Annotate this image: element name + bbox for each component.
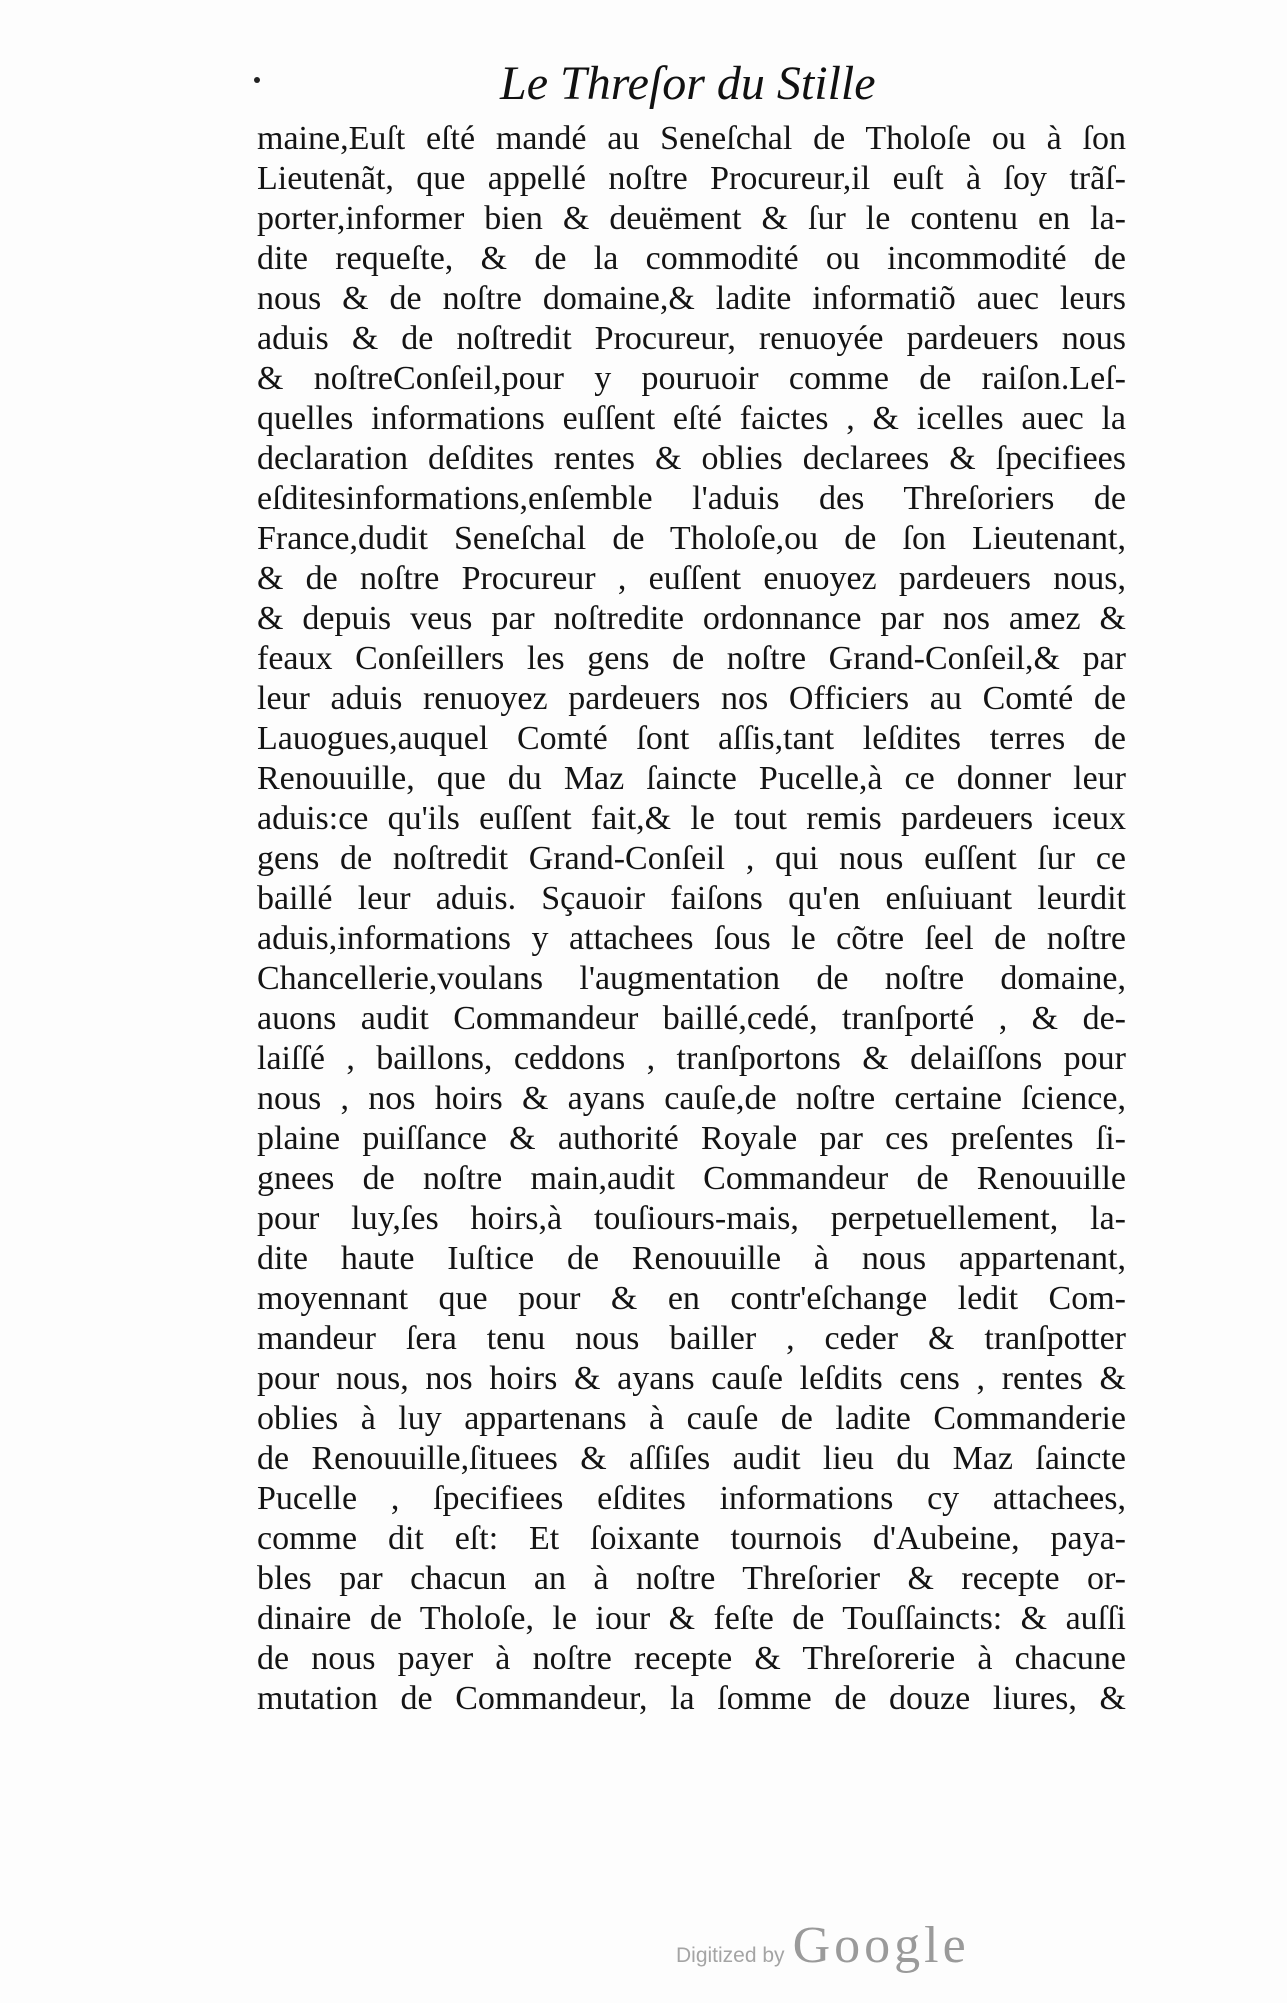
text-line: Renouuille, que du Maz ſaincte Pucelle,à ce donner leur <box>257 760 1126 797</box>
text-line: comme dit eſt: Et ſoixante tournois d'Aubeine, paya- <box>257 1520 1126 1557</box>
stray-ink-mark <box>254 77 260 83</box>
text-line: Chancellerie,voulans l'augmentation de noſtre domaine, <box>257 960 1126 997</box>
digitized-by-google-watermark <box>676 1916 970 1975</box>
text-line: aduis,informations y attachees ſous le cõtre ſeel de noſtre <box>257 920 1126 957</box>
text-line: porter,informer bien & deuëment & ſur le contenu en la- <box>257 200 1126 237</box>
text-line: & noſtreConſeil,pour y pouruoir comme de raiſon.Leſ- <box>257 360 1126 397</box>
text-line: laiſſé , baillons, ceddons , tranſportons & delaiſſons pour <box>257 1040 1126 1077</box>
text-line: feaux Conſeillers les gens de noſtre Grand-Conſeil,& par <box>257 640 1126 677</box>
text-line: & depuis veus par noſtredite ordonnance par nos amez & <box>257 600 1126 637</box>
text-line: baillé leur aduis. Sçauoir faiſons qu'en enſuiuant leurdit <box>257 880 1126 917</box>
text-line: quelles informations euſſent eſté faictes , & icelles auec la <box>257 400 1126 437</box>
text-line: France,dudit Seneſchal de Tholoſe,ou de ſon Lieutenant, <box>257 520 1126 557</box>
text-line: nous & de noſtre domaine,& ladite informatiõ auec leurs <box>257 280 1126 317</box>
text-line: dite requeſte, & de la commodité ou incommodité de <box>257 240 1126 277</box>
text-line: dite haute Iuſtice de Renouuille à nous appartenant, <box>257 1240 1126 1277</box>
text-line: pour nous, nos hoirs & ayans cauſe leſdits cens , rentes & <box>257 1360 1126 1397</box>
text-line: plaine puiſſance & authorité Royale par ces preſentes ſi- <box>257 1120 1126 1157</box>
google-logo: Google <box>792 1917 970 1974</box>
text-line: maine,Euſt eſté mandé au Seneſchal de Tholoſe ou à ſon <box>257 120 1126 157</box>
text-line: mutation de Commandeur, la ſomme de douze liures, & <box>257 1680 1126 1717</box>
text-line: moyennant que pour & en contr'eſchange ledit Com- <box>257 1280 1126 1317</box>
text-line: Lauogues,auquel Comté ſont aſſis,tant leſdites terres de <box>257 720 1126 757</box>
text-line: Pucelle , ſpecifiees eſdites informations cy attachees, <box>257 1480 1126 1517</box>
text-line: gnees de noſtre main,audit Commandeur de Renouuille <box>257 1160 1126 1197</box>
text-line: aduis & de noſtredit Procureur, renuoyée pardeuers nous <box>257 320 1126 357</box>
text-line: gens de noſtredit Grand-Conſeil , qui nous euſſent ſur ce <box>257 840 1126 877</box>
watermark-prefix: Digitized by <box>676 1944 785 1967</box>
body-text <box>257 119 1126 1719</box>
text-line: mandeur ſera tenu nous bailler , ceder & tranſpotter <box>257 1320 1126 1357</box>
running-head: Le Threſor du Stille <box>500 57 876 110</box>
text-line: eſditesinformations,enſemble l'aduis des Threſoriers de <box>257 480 1126 517</box>
text-line: de Renouuille,ſituees & aſſiſes audit lieu du Maz ſaincte <box>257 1440 1126 1477</box>
text-line: aduis:ce qu'ils euſſent fait,& le tout remis pardeuers iceux <box>257 800 1126 837</box>
text-line: Lieutenãt, que appellé noſtre Procureur,il euſt à ſoy trãſ- <box>257 160 1126 197</box>
text-line: declaration deſdites rentes & oblies declarees & ſpecifiees <box>257 440 1126 477</box>
text-line: leur aduis renuoyez pardeuers nos Officiers au Comté de <box>257 680 1126 717</box>
text-line: & de noſtre Procureur , euſſent enuoyez pardeuers nous, <box>257 560 1126 597</box>
text-line: auons audit Commandeur baillé,cedé, tranſporté , & de- <box>257 1000 1126 1037</box>
text-line: bles par chacun an à noſtre Threſorier & recepte or- <box>257 1560 1126 1597</box>
text-line: oblies à luy appartenans à cauſe de ladite Commanderie <box>257 1400 1126 1437</box>
text-line: de nous payer à noſtre recepte & Threſorerie à chacune <box>257 1640 1126 1677</box>
text-line: nous , nos hoirs & ayans cauſe,de noſtre certaine ſcience, <box>257 1080 1126 1117</box>
text-line: dinaire de Tholoſe, le iour & feſte de Touſſaincts: & auſſi <box>257 1600 1126 1637</box>
text-line: pour luy,ſes hoirs,à touſiours-mais, perpetuellement, la- <box>257 1200 1126 1237</box>
